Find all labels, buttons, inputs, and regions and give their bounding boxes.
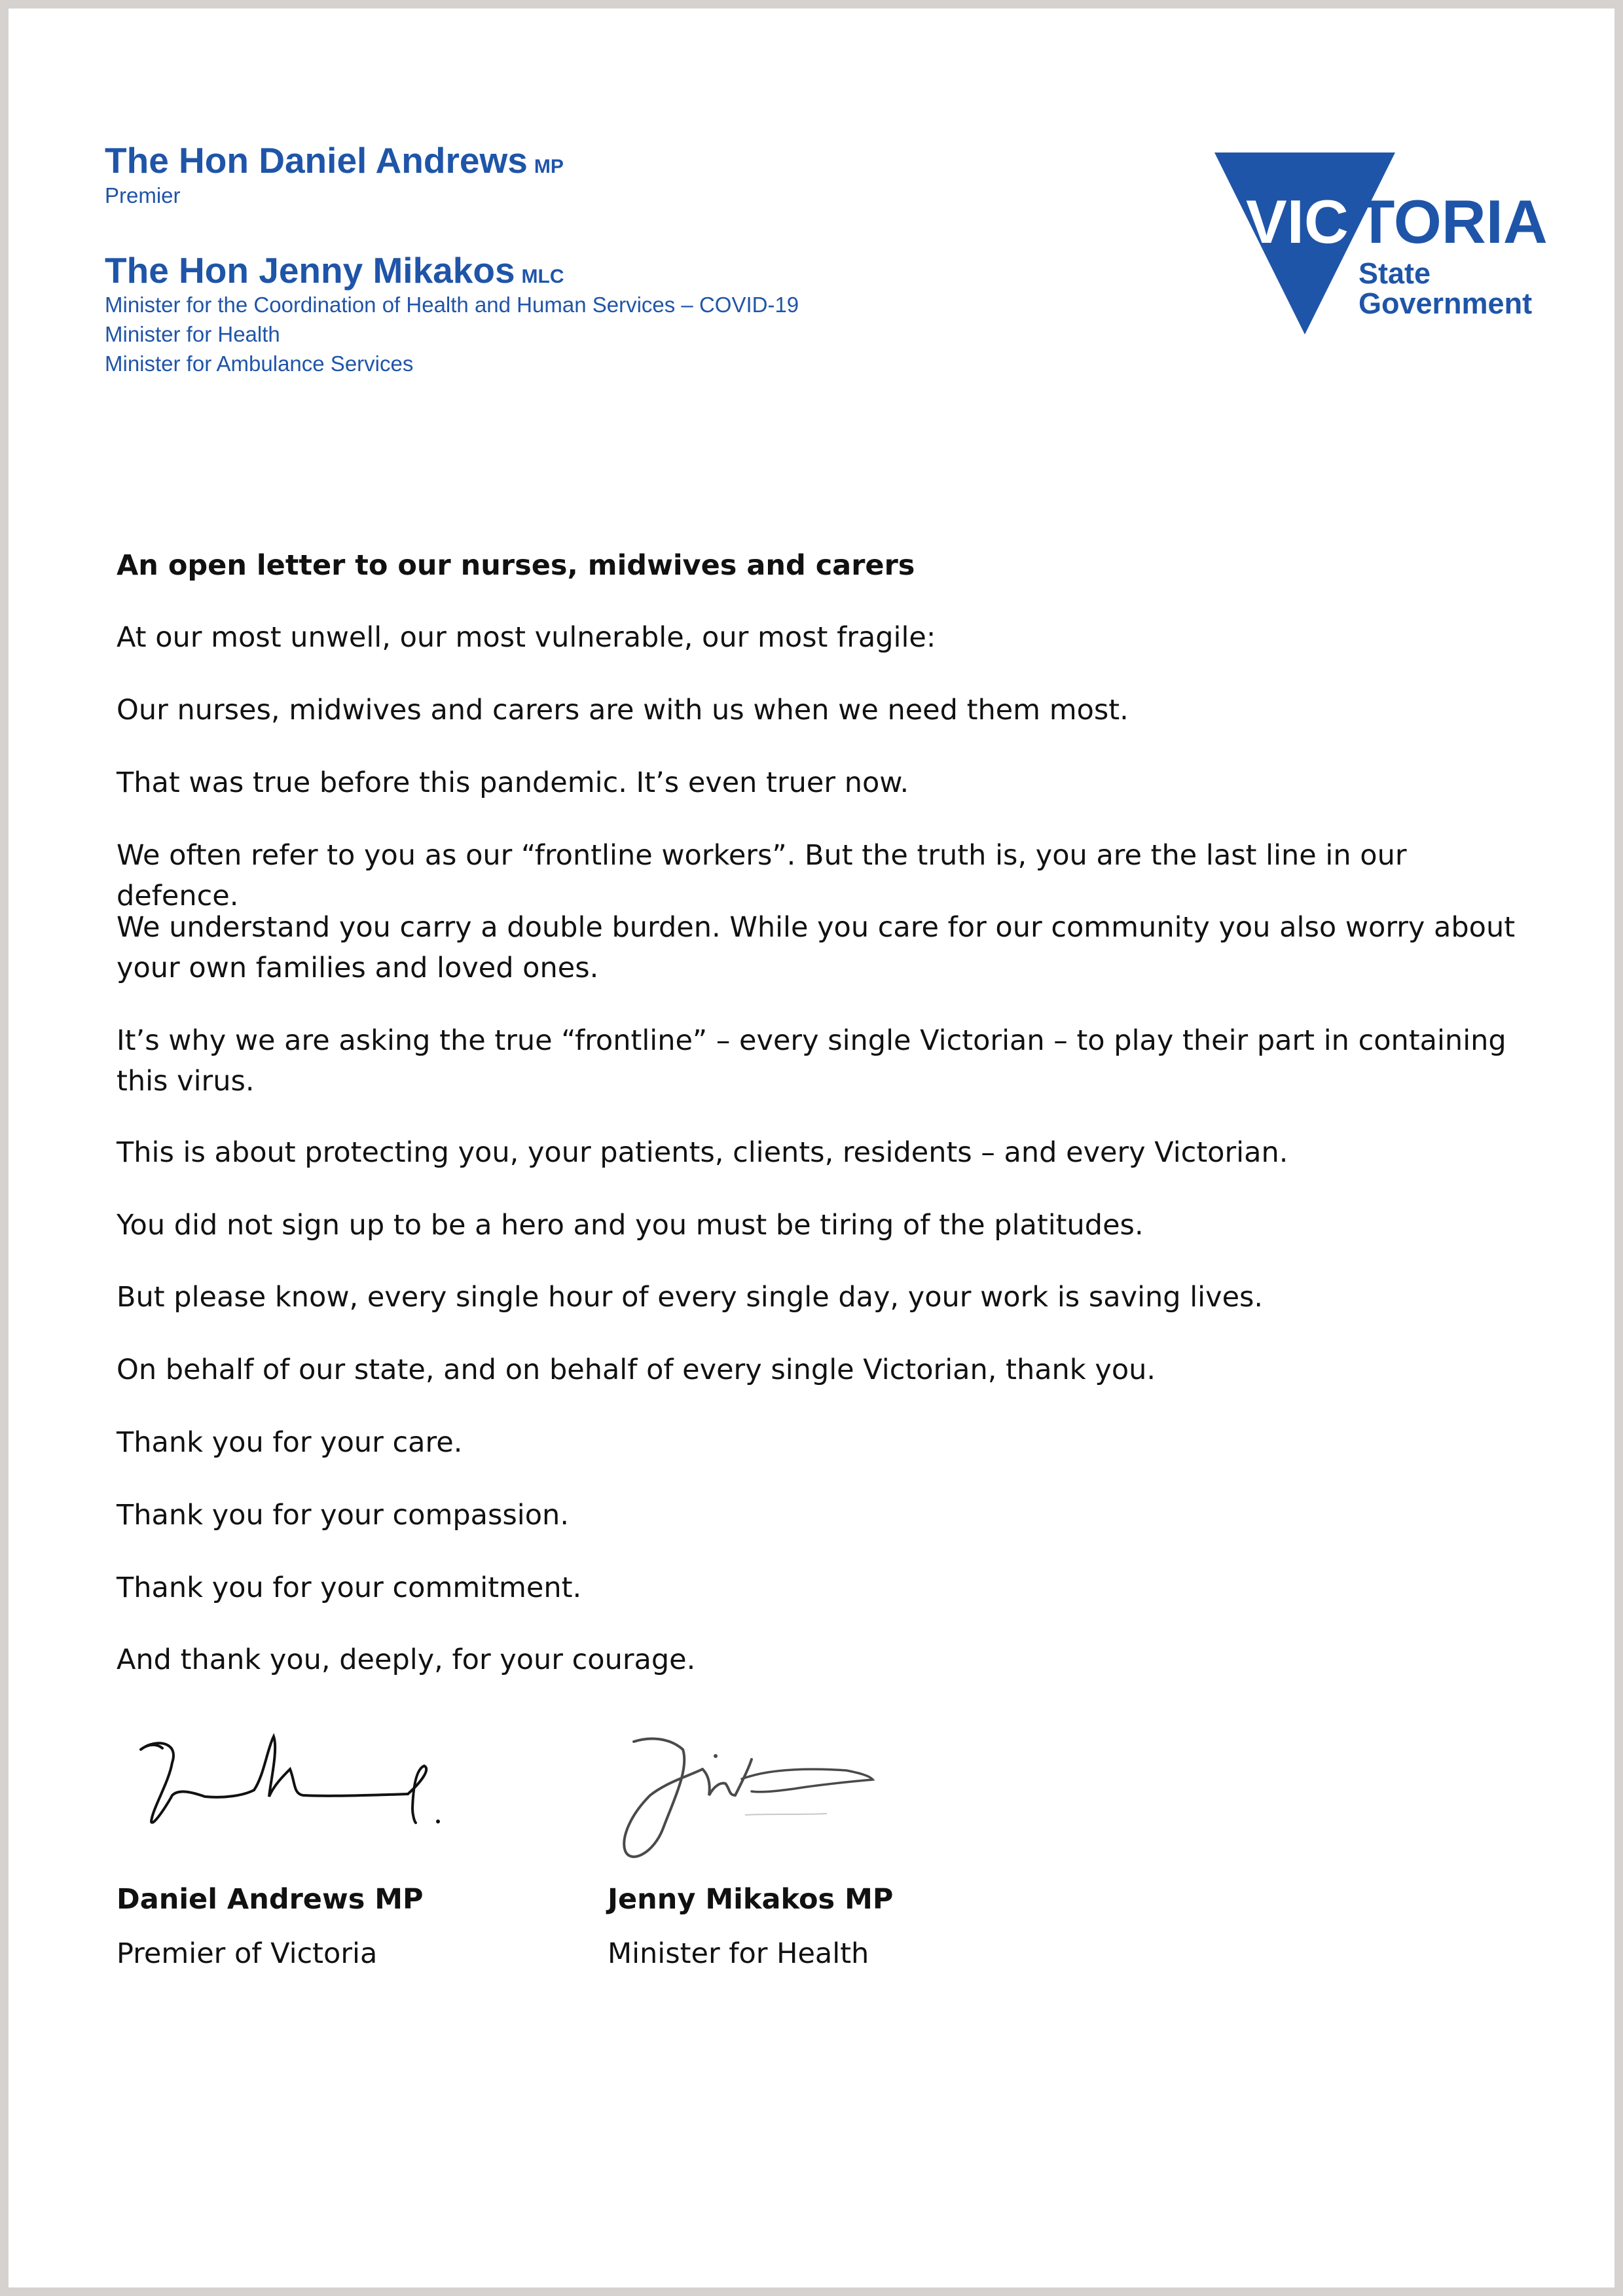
letterhead-name-text: The Hon Daniel Andrews bbox=[105, 140, 528, 181]
logo-word-blue: TORIA bbox=[1357, 187, 1548, 256]
letter-paragraph: We often refer to you as our “frontline workers”. But the truth is, you are the last line in our defence. bbox=[117, 839, 1407, 912]
signatory-title: Premier of Victoria bbox=[117, 1937, 378, 1970]
letter-paragraph: That was true before this pandemic. It’s even truer now. bbox=[117, 766, 909, 799]
signatory-name: Daniel Andrews MP bbox=[117, 1883, 424, 1916]
signatory-mikakos bbox=[608, 1873, 893, 1981]
letter-paragraph: But please know, every single hour of every single day, your work is saving lives. bbox=[117, 1281, 1264, 1314]
letterhead-role: Minister for Health bbox=[105, 322, 280, 346]
letterhead-role: Minister for Ambulance Services bbox=[105, 351, 414, 376]
signatory-title: Minister for Health bbox=[608, 1937, 869, 1970]
signatory-name: Jenny Mikakos MP bbox=[608, 1883, 894, 1916]
letter-paragraph: You did not sign up to be a hero and you must be tiring of the platitudes. bbox=[117, 1209, 1144, 1242]
letterhead-name-andrews bbox=[105, 140, 564, 181]
letter-paragraph: Our nurses, midwives and carers are with us when we need them most. bbox=[117, 694, 1129, 726]
letter-paragraph: We understand you carry a double burden. While you care for our community you also worry about your own families and loved ones. bbox=[117, 911, 1516, 984]
logo-word-white: VIC bbox=[1246, 187, 1349, 256]
letter-paragraph: And thank you, deeply, for your courage. bbox=[117, 1643, 696, 1676]
letter-paragraph: On behalf of our state, and on behalf of every single Victorian, thank you. bbox=[117, 1354, 1156, 1386]
letterhead-name-text: The Hon Jenny Mikakos bbox=[105, 250, 515, 291]
letterhead-role: Premier bbox=[105, 183, 181, 207]
victoria-state-government-logo bbox=[1207, 146, 1560, 342]
letter-page bbox=[9, 9, 1614, 2287]
letterhead-name-mikakos bbox=[105, 250, 564, 291]
letter-paragraph: Thank you for your compassion. bbox=[117, 1499, 569, 1532]
letterhead-suffix: MP bbox=[534, 156, 564, 177]
letter-paragraph: Thank you for your commitment. bbox=[117, 1571, 582, 1604]
letter-paragraph: At our most unwell, our most vulnerable, our most fragile: bbox=[117, 621, 936, 654]
letter-paragraph: Thank you for your care. bbox=[117, 1426, 463, 1459]
logo-government-text: Government bbox=[1359, 287, 1533, 320]
letterhead-suffix: MLC bbox=[521, 266, 564, 287]
signature-mikakos bbox=[611, 1723, 886, 1874]
letter-paragraph: This is about protecting you, your patients, clients, residents – and every Victorian. bbox=[117, 1136, 1288, 1169]
letter-paragraph: It’s why we are asking the true “frontline” – every single Victorian – to play their part in containing this virus. bbox=[117, 1024, 1506, 1098]
signature-andrews bbox=[133, 1723, 460, 1841]
victoria-logo-graphic bbox=[1207, 146, 1560, 342]
letter-title: An open letter to our nurses, midwives and carers bbox=[117, 549, 915, 582]
letterhead-role: Minister for the Coordination of Health and Human Services – COVID-19 bbox=[105, 293, 799, 317]
signatory-andrews bbox=[117, 1873, 424, 1981]
logo-state-text: State bbox=[1359, 257, 1431, 290]
